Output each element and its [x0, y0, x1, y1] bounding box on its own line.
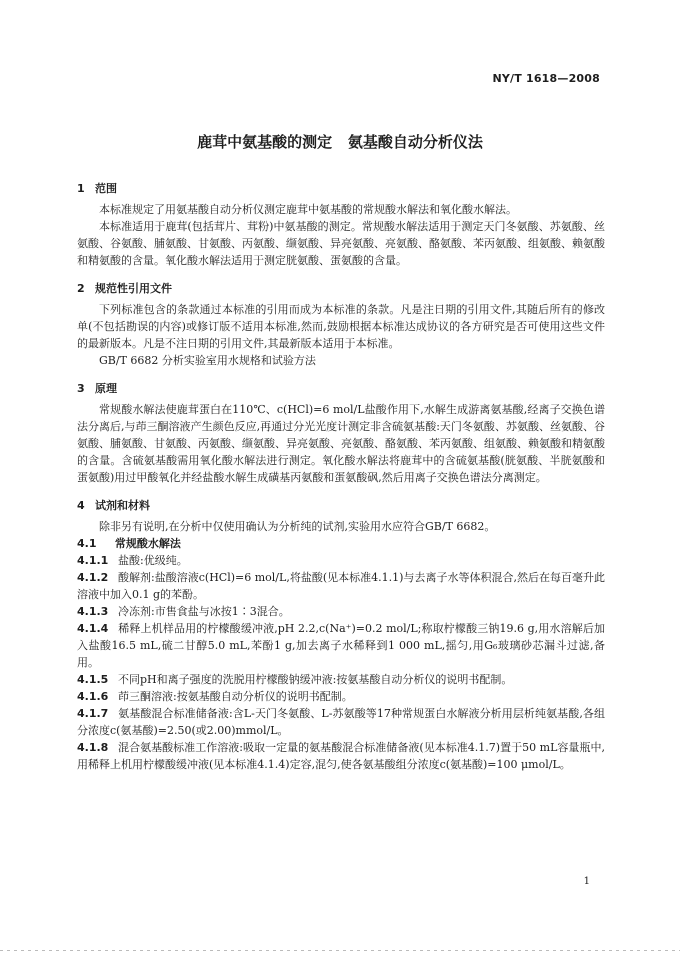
clause-number: 4.1.8	[77, 741, 109, 754]
clause-text: 氨基酸混合标准储备液:含L-天门冬氨酸、L-苏氨酸等17种常规蛋白水解液分析用层析纯氨基酸,各组分浓度c(氨基酸)=2.50(或2.00)mmol/L。	[77, 707, 605, 737]
clause-number: 4.1.2	[77, 571, 109, 584]
standard-code: NY/T 1618—2008	[492, 72, 600, 85]
clause-item	[77, 569, 605, 603]
clause-item	[77, 739, 605, 773]
paragraph: 本标准适用于鹿茸(包括茸片、茸粉)中氨基酸的测定。常规酸水解法适用于测定天门冬氨酸、苏氨酸、丝氨酸、谷氨酸、脯氨酸、甘氨酸、丙氨酸、缬氨酸、异亮氨酸、亮氨酸、酪氨酸、苯丙氨酸、组氨酸、赖氨酸和精氨酸的含量。氧化酸水解法适用于测定胱氨酸、蛋氨酸的含量。	[77, 220, 605, 267]
clause-number: 4.1.3	[77, 605, 109, 618]
document-title: 鹿茸中氨基酸的测定 氨基酸自动分析仪法	[197, 133, 483, 151]
clause-item	[77, 671, 605, 688]
paragraph: 常规酸水解法使鹿茸蛋白在110℃、c(HCl)=6 mol/L盐酸作用下,水解生成游离氨基酸,经离子交换色谱法分离后,与茚三酮溶液产生颜色反应,再通过分光光度计测定非含硫氨基酸:天门冬氨酸、苏氨酸、丝氨酸、谷氨酸、脯氨酸、甘氨酸、丙氨酸、缬氨酸、异亮氨酸、亮氨酸、酪氨酸、苯丙氨酸、组氨酸、赖氨酸和精氨酸的含量。含硫氨基酸需用氧化酸水解法进行测定。氧化酸水解法将鹿茸中的含硫氨基酸(胱氨酸、半胱氨酸和蛋氨酸)用过甲酸氧化并经盐酸水解生成磺基丙氨酸和蛋氨酸砜,然后用离子交换色谱法分离测定。	[77, 403, 605, 484]
clause-number: 4.1.4	[77, 622, 109, 635]
section-heading-principle	[77, 380, 605, 397]
section-number: 4	[77, 499, 85, 512]
bottom-divider	[0, 950, 680, 951]
clause-item	[77, 620, 605, 671]
section-number: 2	[77, 282, 85, 295]
paragraph: 除非另有说明,在分析中仅使用确认为分析纯的试剂,实验用水应符合GB/T 6682。	[99, 520, 496, 533]
clause-text: 冷冻剂:市售食盐与冰按1∶3混合。	[118, 605, 290, 618]
subsection-heading	[77, 535, 605, 552]
paragraph: 本标准规定了用氨基酸自动分析仪测定鹿茸中氨基酸的常规酸水解法和氧化酸水解法。	[99, 203, 517, 216]
clause-text: 酸解剂:盐酸溶液c(HCl)=6 mol/L,将盐酸(见本标准4.1.1)与去离子水等体积混合,然后在每百毫升此溶液中加入0.1 g的苯酚。	[77, 571, 605, 601]
clause-number: 4.1.1	[77, 554, 109, 567]
clause-text: 茚三酮溶液:按氨基酸自动分析仪的说明书配制。	[118, 690, 353, 703]
clause-item	[77, 603, 605, 620]
section-number: 1	[77, 182, 85, 195]
section-number: 3	[77, 382, 85, 395]
section-title: 原理	[95, 382, 117, 395]
reference-item: GB/T 6682 分析实验室用水规格和试验方法	[99, 354, 316, 367]
clause-text: 混合氨基酸标准工作溶液:吸取一定量的氨基酸混合标准储备液(见本标准4.1.7)置于50 mL容量瓶中,用稀释上机用柠檬酸缓冲液(见本标准4.1.4)定容,混匀,使各氨基酸组分浓度c(氨基酸)=100 μmol/L。	[77, 741, 605, 771]
clause-number: 4.1.6	[77, 690, 109, 703]
subsection-title: 常规酸水解法	[114, 537, 181, 550]
clause-text: 稀释上机样品用的柠檬酸缓冲液,pH 2.2,c(Na⁺)=0.2 mol/L;称取柠檬酸三钠19.6 g,用水溶解后加入盐酸16.5 mL,硫二甘醇5.0 mL,苯酚1 g,加去离子水稀释到1 000 mL,摇匀,用G₆玻璃砂芯漏斗过滤,备用。	[77, 622, 605, 669]
clause-item	[77, 705, 605, 739]
page-number: 1	[583, 876, 590, 887]
clause-item	[77, 688, 605, 705]
section-title: 范围	[95, 182, 117, 195]
document-body	[77, 180, 605, 773]
clause-item	[77, 552, 605, 569]
section-heading-normative-references	[77, 280, 605, 297]
subsection-number: 4.1	[77, 537, 97, 550]
paragraph: 下列标准包含的条款通过本标准的引用而成为本标准的条款。凡是注日期的引用文件,其随后所有的修改单(不包括勘误的内容)或修订版不适用本标准,然而,鼓励根据本标准达成协议的各方研究是否可使用这些文件的最新版本。凡是不注日期的引用文件,其最新版本适用于本标准。	[77, 303, 605, 350]
section-title: 试剂和材料	[95, 499, 150, 512]
clause-text: 不同pH和离子强度的洗脱用柠檬酸钠缓冲液:按氨基酸自动分析仪的说明书配制。	[118, 673, 513, 686]
section-heading-reagents	[77, 497, 605, 514]
clause-number: 4.1.7	[77, 707, 109, 720]
clause-text: 盐酸:优级纯。	[118, 554, 188, 567]
section-title: 规范性引用文件	[95, 282, 172, 295]
clause-number: 4.1.5	[77, 673, 109, 686]
section-heading-scope	[77, 180, 605, 197]
